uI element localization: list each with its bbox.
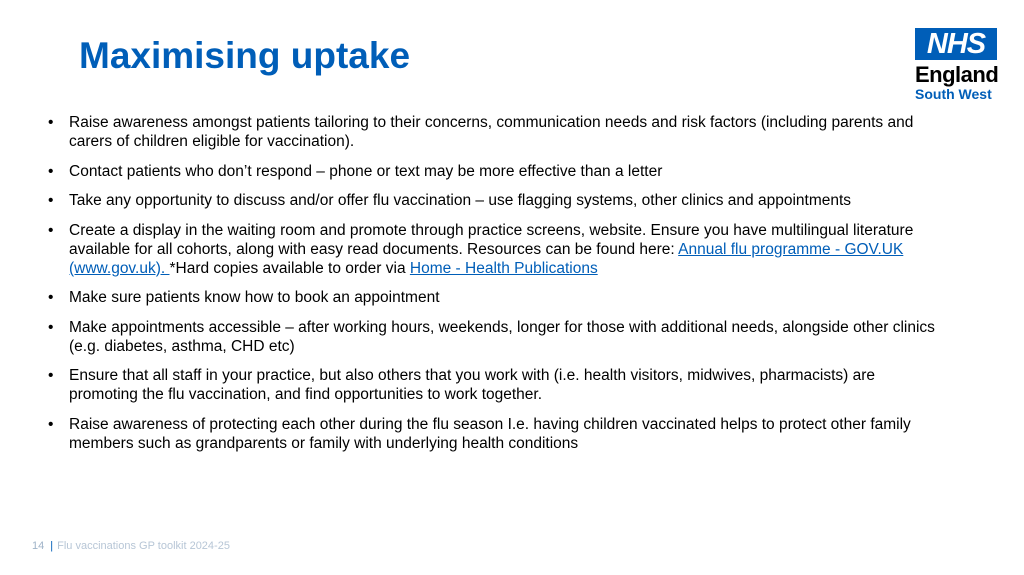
bullet-icon: • bbox=[48, 415, 54, 433]
bullet-list bbox=[48, 113, 938, 463]
list-item-text: Raise awareness amongst patients tailoring to their concerns, communication needs and risk factors (including parents and carers of children eligible for vaccination). bbox=[69, 114, 914, 150]
list-item bbox=[48, 162, 938, 181]
bullet-icon: • bbox=[48, 221, 54, 239]
gov-uk-flu-link[interactable]: Annual flu programme - GOV.UK (www.gov.uk). bbox=[69, 240, 904, 277]
list-item bbox=[48, 415, 938, 453]
bullet-icon: • bbox=[48, 289, 54, 306]
page-number: 14 bbox=[32, 540, 45, 552]
list-item-text: Contact patients who don’t respond – phone or text may be more effective than a letter bbox=[69, 162, 663, 180]
list-item bbox=[48, 113, 938, 151]
nhs-logo-box: NHS bbox=[915, 28, 997, 60]
logo-region-name: South West bbox=[915, 86, 992, 102]
list-item-text: Raise awareness of protecting each other during the flu season I.e. having children vaccinated helps to protect other family members such as grandparents or family with underlying health conditions bbox=[69, 415, 911, 452]
bullet-icon: • bbox=[48, 192, 54, 209]
bullet-icon: • bbox=[48, 367, 54, 384]
list-item-text: Make sure patients know how to book an appointment bbox=[69, 289, 440, 306]
list-item-text: Take any opportunity to discuss and/or offer flu vaccination – use flagging systems, other clinics and appointments bbox=[69, 192, 852, 209]
nhs-england-logo bbox=[915, 28, 999, 102]
bullet-icon: • bbox=[48, 162, 54, 180]
footer-text: Flu vaccinations GP toolkit 2024-25 bbox=[57, 540, 230, 552]
list-item-text: Ensure that all staff in your practice, but also others that you work with (i.e. health visitors, midwives, pharmacists) are promoting the flu vaccination, and find opportunities to work together. bbox=[69, 367, 876, 403]
list-item-text: Create a display in the waiting room and promote through practice screens, website. Ensure you have multilingual literature available for all cohorts, along with easy read documents. Resources can be found here: bbox=[69, 221, 914, 258]
health-publications-link[interactable]: Home - Health Publications bbox=[409, 259, 598, 277]
page-title: Maximising uptake bbox=[79, 35, 411, 76]
list-item bbox=[48, 221, 938, 278]
list-item-text: *Hard copies available to order via bbox=[169, 259, 410, 277]
footer-separator: | bbox=[50, 540, 54, 552]
bullet-icon: • bbox=[48, 318, 54, 336]
logo-org-name: England bbox=[915, 62, 999, 87]
bullet-icon: • bbox=[48, 114, 54, 131]
footer bbox=[32, 540, 230, 552]
list-item bbox=[48, 191, 938, 210]
list-item-text: Make appointments accessible – after working hours, weekends, longer for those with additional needs, alongside other clinics (e.g. diabetes, asthma, CHD etc) bbox=[69, 318, 935, 355]
list-item bbox=[48, 366, 938, 404]
list-item bbox=[48, 288, 938, 307]
list-item bbox=[48, 318, 938, 356]
